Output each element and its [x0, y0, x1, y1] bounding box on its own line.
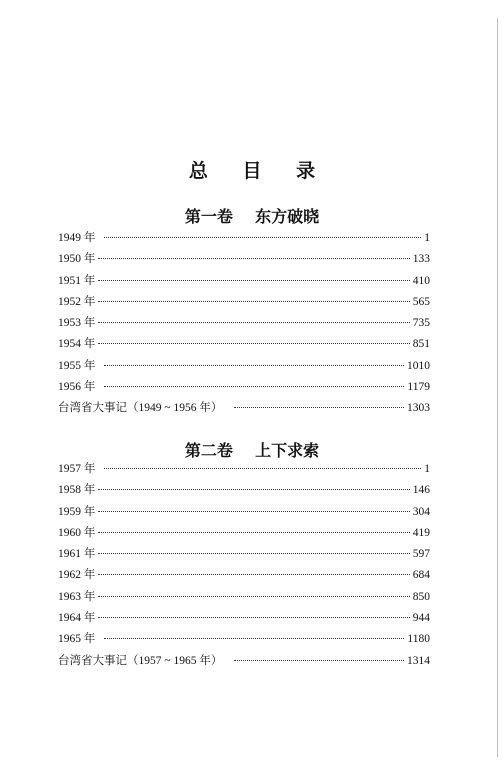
toc-entry[interactable]	[58, 335, 430, 356]
page-edge-line	[497, 18, 498, 757]
toc-entry-page: 850	[412, 590, 430, 603]
toc-entry-page: 1180	[407, 633, 430, 646]
dot-leader	[234, 407, 404, 408]
dot-leader	[98, 489, 409, 490]
toc-entry-page: 851	[412, 338, 430, 351]
toc-entry[interactable]	[58, 503, 430, 524]
dot-leader	[98, 343, 409, 344]
toc-entry-page: 133	[412, 253, 430, 266]
toc-entry-label: 台湾省大事记（1949 ~ 1956 年）	[58, 402, 231, 415]
toc-entry-label: 1959 年	[58, 505, 96, 518]
toc-entry-page: 1010	[407, 359, 430, 372]
toc-entry-label: 1960 年	[58, 526, 96, 539]
toc-entry[interactable]	[58, 566, 430, 587]
toc-entry-label: 1965 年	[58, 633, 102, 646]
toc-entry[interactable]	[58, 357, 430, 378]
toc-entry-label: 1955 年	[58, 359, 102, 372]
dot-leader	[98, 574, 409, 575]
toc-entry-page: 304	[412, 505, 430, 518]
toc-entry-page: 565	[412, 295, 430, 308]
dot-leader	[98, 258, 409, 259]
dot-leader	[104, 237, 421, 238]
dot-leader	[98, 617, 409, 618]
toc-entry-label: 1963 年	[58, 590, 96, 603]
toc-entry-page: 1	[424, 463, 430, 475]
toc-entry-page: 1	[424, 232, 430, 244]
toc-entry[interactable]	[58, 250, 430, 271]
toc-entry-page: 1179	[407, 381, 430, 394]
toc-entry-page: 944	[412, 612, 430, 625]
toc-entry[interactable]	[58, 378, 430, 399]
dot-leader	[98, 511, 409, 512]
toc-entry[interactable]	[58, 229, 430, 250]
volume-title: 第二卷 上下求索	[184, 441, 320, 460]
toc-entry-page: 1303	[407, 402, 430, 415]
dot-leader	[98, 532, 409, 533]
toc-entry[interactable]	[58, 545, 430, 566]
toc-entry[interactable]	[58, 588, 430, 609]
dot-leader	[234, 660, 404, 661]
toc-entry-page: 597	[412, 548, 430, 561]
toc-entry-label: 1958 年	[58, 484, 96, 497]
toc-entry[interactable]	[58, 524, 430, 545]
toc-entry-label: 1964 年	[58, 612, 96, 625]
dot-leader	[98, 280, 409, 281]
toc-entry-page: 735	[412, 317, 430, 330]
toc-entry-label: 1950 年	[58, 253, 96, 266]
volume-title: 第一卷 东方破晓	[184, 207, 320, 226]
toc-entry-label: 台湾省大事记（1957 ~ 1965 年）	[58, 654, 231, 667]
toc-entry-label: 1952 年	[58, 295, 96, 308]
toc-entry[interactable]	[58, 293, 430, 314]
toc-entry-page: 1314	[407, 654, 430, 667]
dot-leader	[104, 365, 404, 366]
toc-entry[interactable]	[58, 609, 430, 630]
toc-entry-label: 1949 年	[58, 232, 102, 244]
dot-leader	[98, 301, 409, 302]
toc-entry[interactable]	[58, 272, 430, 293]
toc-list-volume-2	[58, 460, 430, 673]
toc-entry-page: 146	[412, 484, 430, 497]
dot-leader	[98, 596, 409, 597]
toc-entry-label: 1961 年	[58, 548, 96, 561]
dot-leader	[104, 638, 404, 639]
toc-entry-page: 684	[412, 569, 430, 582]
toc-entry-label: 1957 年	[58, 463, 102, 475]
toc-entry-label: 1962 年	[58, 569, 96, 582]
toc-entry[interactable]	[58, 481, 430, 502]
toc-entry-label: 1954 年	[58, 338, 96, 351]
toc-list-volume-1	[58, 229, 430, 421]
toc-entry[interactable]	[58, 460, 430, 481]
toc-entry-label: 1956 年	[58, 381, 102, 394]
dot-leader	[98, 322, 409, 323]
dot-leader	[98, 553, 409, 554]
toc-entry-label: 1951 年	[58, 274, 96, 287]
dot-leader	[104, 386, 404, 387]
page-title: 总 目 录	[188, 160, 330, 182]
toc-entry-page: 419	[412, 526, 430, 539]
toc-entry[interactable]	[58, 652, 430, 673]
toc-entry-label: 1953 年	[58, 317, 96, 330]
toc-entry[interactable]	[58, 314, 430, 335]
toc-entry[interactable]	[58, 399, 430, 420]
toc-entry-page: 410	[412, 274, 430, 287]
toc-entry[interactable]	[58, 630, 430, 651]
dot-leader	[104, 468, 421, 469]
